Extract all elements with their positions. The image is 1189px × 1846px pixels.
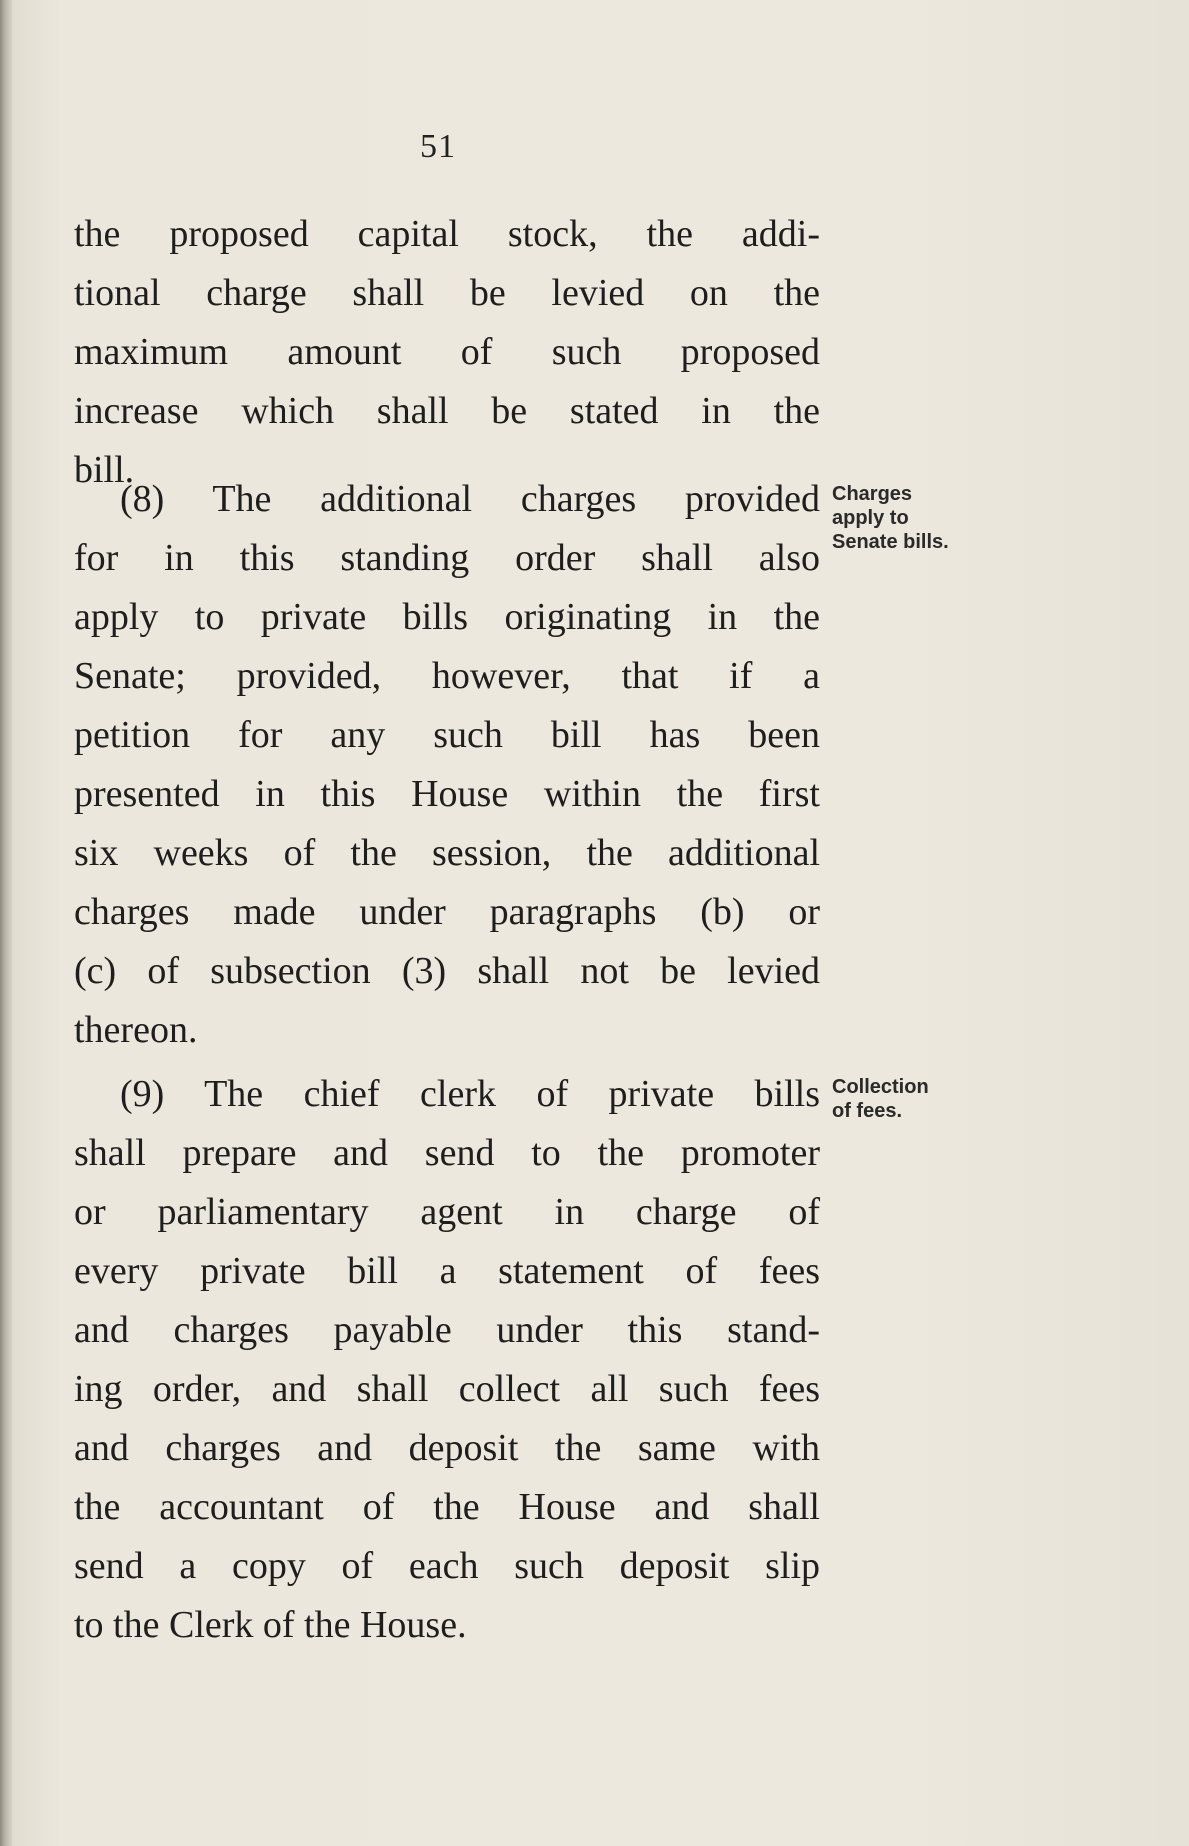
text-line: bill. [74, 449, 135, 491]
text-line: the proposed capital stock, the addi- [74, 213, 820, 255]
text-line: (c) of subsection (3) shall not be levied [74, 950, 820, 992]
margin-note-collection-of-fees [832, 1075, 929, 1123]
page-number: 51 [420, 128, 456, 165]
text-line: and charges payable under this stand- [74, 1309, 820, 1351]
paragraph-8 [74, 470, 820, 1060]
margin-note-line: Senate bills. [832, 531, 949, 553]
margin-note-line: apply to [832, 507, 909, 529]
text-line: thereon. [74, 1009, 198, 1051]
text-line: ing order, and shall collect all such fees [74, 1368, 820, 1410]
text-line: charges made under paragraphs (b) or [74, 891, 820, 933]
paragraph-continuation [74, 205, 820, 500]
text-line: shall prepare and send to the promoter [74, 1132, 820, 1174]
text-line: (9) The chief clerk of private bills [120, 1073, 820, 1115]
text-line: tional charge shall be levied on the [74, 272, 820, 314]
margin-note-line: Charges [832, 483, 913, 505]
text-line: and charges and deposit the same with [74, 1427, 820, 1469]
text-line: Senate; provided, however, that if a [74, 655, 820, 697]
paragraph-9 [74, 1065, 820, 1655]
text-line: send a copy of each such deposit slip [74, 1545, 820, 1587]
text-line: increase which shall be stated in the [74, 390, 820, 432]
book-binding-edge [0, 0, 12, 1846]
text-line: to the Clerk of the House. [74, 1604, 467, 1646]
text-line: (8) The additional charges provided [120, 478, 820, 520]
text-line: maximum amount of such proposed [74, 331, 820, 373]
text-line: six weeks of the session, the additional [74, 832, 820, 874]
text-line: every private bill a statement of fees [74, 1250, 820, 1292]
text-line: apply to private bills originating in the [74, 596, 820, 638]
text-line: the accountant of the House and shall [74, 1486, 820, 1528]
margin-note-line: Collection [832, 1076, 929, 1098]
margin-note-line: of fees. [832, 1100, 903, 1122]
margin-note-charges-senate-bills [832, 482, 949, 554]
text-line: for in this standing order shall also [74, 537, 820, 579]
text-line: presented in this House within the first [74, 773, 820, 815]
text-line: petition for any such bill has been [74, 714, 820, 756]
text-line: or parliamentary agent in charge of [74, 1191, 820, 1233]
